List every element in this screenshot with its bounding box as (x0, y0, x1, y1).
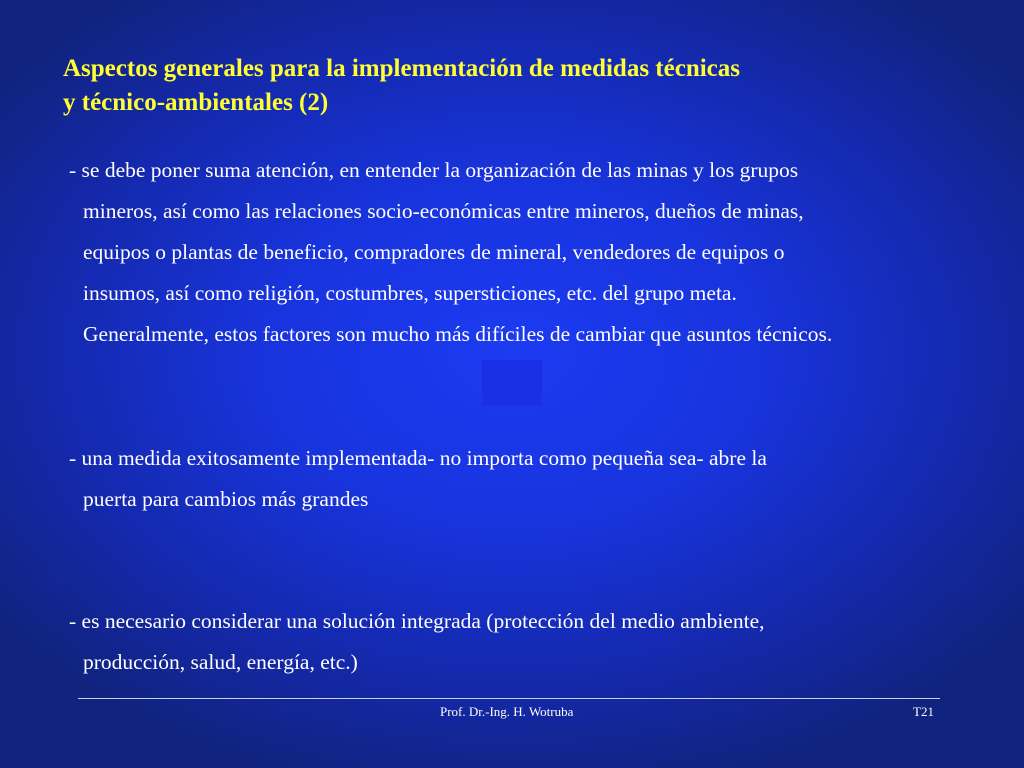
bullet-point-1 (69, 150, 989, 355)
footer-page-number: T21 (913, 704, 934, 719)
bullet-1-line-4: insumos, así como religión, costumbres, supersticiones, etc. del grupo meta. (83, 281, 737, 305)
bullet-3-line-2: producción, salud, energía, etc.) (83, 650, 358, 674)
bullet-1-line-5: Generalmente, estos factores son mucho más difíciles de cambiar que asuntos técnicos. (83, 322, 833, 346)
slide-title-line-1: Aspectos generales para la implementación de medidas técnicas (63, 55, 741, 82)
bullet-2-line-2: puerta para cambios más grandes (83, 487, 369, 511)
slide-title-line-2: y técnico-ambientales (2) (63, 89, 329, 116)
bullet-1-line-3: equipos o plantas de beneficio, compradores de mineral, vendedores de equipos o (83, 240, 785, 264)
footer-divider (78, 698, 940, 699)
slide-title (63, 52, 963, 120)
footer-author: Prof. Dr.-Ing. H. Wotruba (440, 704, 574, 719)
bullet-1-line-1: - se debe poner suma atención, en entender la organización de las minas y los grupos (69, 158, 799, 182)
bullet-point-3 (69, 601, 989, 683)
bullet-2-line-1: - una medida exitosamente implementada- no importa como pequeña sea- abre la (69, 446, 767, 470)
bullet-1-line-2: mineros, así como las relaciones socio-económicas entre mineros, dueños de minas, (83, 199, 804, 223)
bullet-3-line-1: - es necesario considerar una solución integrada (protección del medio ambiente, (69, 609, 765, 633)
decorative-rectangle (482, 360, 542, 406)
bullet-point-2 (69, 438, 989, 520)
